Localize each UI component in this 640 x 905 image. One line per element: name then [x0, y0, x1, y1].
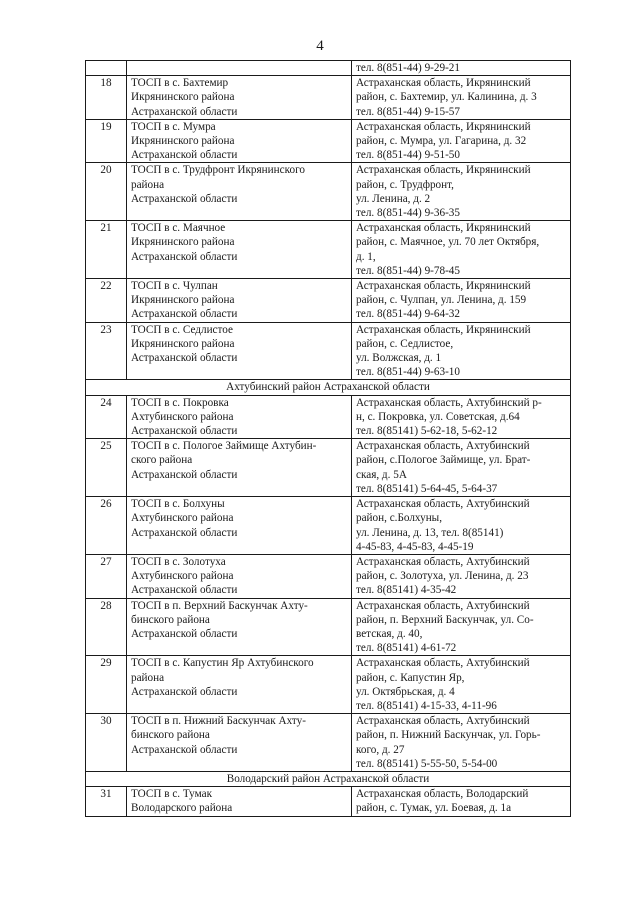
branch-name-line: ТОСП в с. Пологое Займище Ахтубин- — [131, 440, 317, 453]
address-line: Астраханская область, Икрянинский — [356, 77, 531, 90]
row-number: 26 — [86, 497, 127, 555]
address-line: район, с. Золотуха, ул. Ленина, д. 23 — [356, 570, 529, 583]
branch-name-line: Астраханской области — [131, 468, 238, 481]
branch-name-line: Володарского района — [131, 802, 233, 815]
table-row-continuation — [86, 61, 571, 76]
address-cell — [352, 598, 571, 656]
branch-name-line: ТОСП в с. Болхуны — [131, 498, 225, 511]
address-line: тел. 8(85141) 4-61-72 — [356, 642, 457, 655]
table-row — [86, 279, 571, 323]
branch-name-line: Икрянинского района — [131, 337, 235, 350]
branch-name-line: Астраханской области — [131, 149, 238, 162]
row-number: 19 — [86, 119, 127, 163]
branch-name-line: Икрянинского района — [131, 236, 235, 249]
branch-name-line: ТОСП в с. Седлистое — [131, 323, 233, 336]
branch-name-cell — [127, 279, 352, 323]
address-cell — [352, 163, 571, 221]
address-line: д. 1, — [356, 250, 376, 263]
address-line: н, с. Покровка, ул. Советская, д.64 — [356, 410, 520, 423]
table-row — [86, 787, 571, 816]
address-line: ветская, д. 40, — [356, 627, 423, 640]
branch-name-cell — [127, 163, 352, 221]
address-line: Астраханская область, Ахтубинский — [356, 555, 530, 568]
address-line: тел. 8(851-44) 9-36-35 — [356, 207, 460, 220]
address-cell — [352, 322, 571, 380]
row-number-cell — [86, 61, 127, 76]
address-cell — [352, 61, 571, 76]
address-line: Астраханская область, Володарский — [356, 788, 529, 801]
branches-table — [85, 60, 571, 817]
address-line: тел. 8(85141) 5-64-45, 5-64-37 — [356, 482, 498, 495]
address-line: тел. 8(851-44) 9-78-45 — [356, 264, 460, 277]
row-number: 31 — [86, 787, 127, 816]
branch-name-cell — [127, 221, 352, 279]
table-row — [86, 322, 571, 380]
branch-name-line: ТОСП в п. Нижний Баскунчак Ахту- — [131, 715, 306, 728]
table-row — [86, 598, 571, 656]
address-line: ул. Ленина, д. 2 — [356, 192, 431, 205]
branch-name-cell — [127, 714, 352, 772]
branch-name-line: Ахтубинского района — [131, 512, 234, 525]
branch-name-cell — [127, 322, 352, 380]
row-number: 18 — [86, 76, 127, 120]
page-number: 4 — [316, 38, 324, 54]
branch-name-line: Ахтубинского района — [131, 410, 234, 423]
section-header-row — [86, 380, 571, 395]
row-number: 29 — [86, 656, 127, 714]
address-line: тел. 8(851-44) 9-29-21 — [356, 62, 460, 74]
address-line: район, с.Болхуны, — [356, 512, 442, 525]
branch-name-line: района — [131, 178, 165, 191]
address-line: тел. 8(851-44) 9-51-50 — [356, 149, 460, 162]
address-line: район, с. Капустин Яр, — [356, 671, 465, 684]
address-line: тел. 8(85141) 5-55-50, 5-54-00 — [356, 757, 498, 770]
branch-name-line: бинского района — [131, 729, 210, 742]
address-cell — [352, 439, 571, 497]
row-number: 25 — [86, 439, 127, 497]
address-cell — [352, 119, 571, 163]
branch-name-line: Астраханской области — [131, 352, 238, 365]
section-title: Володарский район Астраханской области — [86, 771, 571, 786]
branch-name-line: ТОСП в с. Бахтемир — [131, 77, 229, 90]
branch-name-line: ского района — [131, 454, 193, 467]
row-number: 24 — [86, 395, 127, 439]
section-header-row — [86, 771, 571, 786]
branch-name-cell — [127, 787, 352, 816]
address-cell — [352, 656, 571, 714]
branch-name-line: Икрянинского района — [131, 135, 235, 148]
table-row — [86, 119, 571, 163]
address-cell — [352, 221, 571, 279]
row-number: 28 — [86, 598, 127, 656]
branch-name-line: ТОСП в с. Чулпан — [131, 280, 218, 293]
address-line: Астраханская область, Ахтубинский — [356, 715, 530, 728]
branch-name-line: ТОСП в с. Тумак — [131, 788, 213, 801]
row-number: 30 — [86, 714, 127, 772]
branch-name-cell — [127, 497, 352, 555]
table-row — [86, 439, 571, 497]
address-cell — [352, 497, 571, 555]
table-row — [86, 395, 571, 439]
address-line: район, с. Чулпан, ул. Ленина, д. 159 — [356, 294, 527, 307]
section-title: Ахтубинский район Астраханской области — [86, 380, 571, 395]
table-row — [86, 221, 571, 279]
branch-name-cell — [127, 119, 352, 163]
branch-name-cell — [127, 554, 352, 598]
address-line: район, с. Седлистое, — [356, 337, 454, 350]
branch-name-line: бинского района — [131, 613, 210, 626]
branch-name-line: Икрянинского района — [131, 294, 235, 307]
address-cell — [352, 76, 571, 120]
branch-name-cell — [127, 598, 352, 656]
table-row — [86, 714, 571, 772]
address-line: ская, д. 5А — [356, 468, 407, 481]
branch-name-line: ТОСП в с. Покровка — [131, 396, 229, 409]
address-line: тел. 8(85141) 4-15-33, 4-11-96 — [356, 699, 497, 712]
row-number: 21 — [86, 221, 127, 279]
address-line: район, с. Маячное, ул. 70 лет Октября, — [356, 236, 540, 249]
address-line: Астраханская область, Икрянинский — [356, 120, 531, 133]
branch-name-line: Астраханской области — [131, 105, 238, 118]
branch-name-cell — [127, 439, 352, 497]
address-line: 4-45-83, 4-45-83, 4-45-19 — [356, 540, 474, 553]
address-cell — [352, 787, 571, 816]
address-line: кого, д. 27 — [356, 743, 405, 756]
branch-name-line: Астраханской области — [131, 685, 238, 698]
address-line: район, с. Тумак, ул. Боевая, д. 1а — [356, 802, 512, 815]
row-number: 23 — [86, 322, 127, 380]
address-line: район, п. Нижний Баскунчак, ул. Горь- — [356, 729, 541, 742]
address-line: тел. 8(85141) 4-35-42 — [356, 584, 457, 597]
branch-name-line: ТОСП в с. Золотуха — [131, 555, 226, 568]
branch-name-line: Астраханской области — [131, 192, 238, 205]
address-line: ул. Волжская, д. 1 — [356, 352, 442, 365]
address-line: район, с. Мумра, ул. Гагарина, д. 32 — [356, 135, 527, 148]
branch-name-line: Астраханской области — [131, 308, 238, 321]
branch-name-line: ТОСП в с. Трудфронт Икрянинского — [131, 164, 305, 177]
row-number: 20 — [86, 163, 127, 221]
branch-name-line: ТОСП в с. Маячное — [131, 222, 226, 235]
address-line: район, с. Бахтемир, ул. Калинина, д. 3 — [356, 91, 537, 104]
address-cell — [352, 279, 571, 323]
table-row — [86, 76, 571, 120]
address-line: Астраханская область, Ахтубинский — [356, 498, 530, 511]
branch-name-cell — [127, 76, 352, 120]
address-line: район, с. Трудфронт, — [356, 178, 454, 191]
branch-name-line: Астраханской области — [131, 584, 238, 597]
address-line: Астраханская область, Икрянинский — [356, 164, 531, 177]
branch-name-cell — [127, 395, 352, 439]
branch-name-cell — [127, 61, 352, 76]
address-line: Астраханская область, Ахтубинский — [356, 657, 530, 670]
address-line: тел. 8(851-44) 9-64-32 — [356, 308, 460, 321]
branch-name-line: Астраханской области — [131, 425, 238, 438]
branch-name-line: ТОСП в п. Верхний Баскунчак Ахту- — [131, 599, 308, 612]
row-number: 22 — [86, 279, 127, 323]
address-cell — [352, 554, 571, 598]
address-cell — [352, 395, 571, 439]
branch-name-line: Астраханской области — [131, 743, 238, 756]
branch-name-line: района — [131, 671, 165, 684]
address-line: Астраханская область, Икрянинский — [356, 323, 531, 336]
table-row — [86, 656, 571, 714]
table-row — [86, 497, 571, 555]
address-line: Астраханская область, Икрянинский — [356, 280, 531, 293]
row-number: 27 — [86, 554, 127, 598]
branch-name-line: Астраханской области — [131, 627, 238, 640]
address-line: район, с.Пологое Займище, ул. Брат- — [356, 454, 531, 467]
address-cell — [352, 714, 571, 772]
table-row — [86, 163, 571, 221]
table-row — [86, 554, 571, 598]
address-line: Астраханская область, Ахтубинский — [356, 599, 530, 612]
branch-name-line: Икрянинского района — [131, 91, 235, 104]
branch-name-line: Астраханской области — [131, 250, 238, 263]
address-line: район, п. Верхний Баскунчак, ул. Со- — [356, 613, 534, 626]
address-line: ул. Октябрьская, д. 4 — [356, 685, 455, 698]
branch-name-line: Ахтубинского района — [131, 570, 234, 583]
branch-name-line: Астраханской области — [131, 526, 238, 539]
address-line: тел. 8(851-44) 9-63-10 — [356, 366, 460, 379]
address-line: ул. Ленина, д. 13, тел. 8(85141) — [356, 526, 504, 539]
branch-name-line: ТОСП в с. Капустин Яр Ахтубинского — [131, 657, 314, 670]
address-line: Астраханская область, Ахтубинский — [356, 440, 530, 453]
address-line: Астраханская область, Ахтубинский р- — [356, 396, 542, 409]
address-line: Астраханская область, Икрянинский — [356, 222, 531, 235]
address-line: тел. 8(851-44) 9-15-57 — [356, 105, 460, 118]
branch-name-line: ТОСП в с. Мумра — [131, 120, 216, 133]
address-line: тел. 8(85141) 5-62-18, 5-62-12 — [356, 425, 498, 438]
branch-name-cell — [127, 656, 352, 714]
